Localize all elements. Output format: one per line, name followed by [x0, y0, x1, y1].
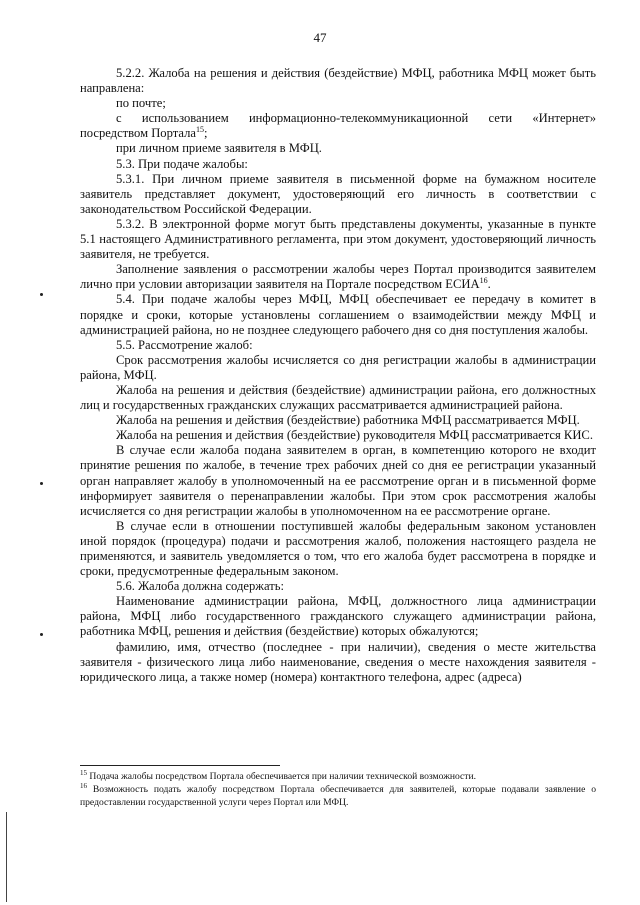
page-number: 47 — [313, 30, 327, 45]
footnote-number: 16 — [80, 782, 87, 790]
list-item-in-person: при личном приеме заявителя в МФЦ. — [116, 141, 322, 156]
paragraph-term: Срок рассмотрения жалобы исчисляется со дня регистрации жалобы в администрации района, МФЦ. — [80, 352, 596, 382]
paragraph-mfc-head: Жалоба на решения и действия (бездействие) руководителя МФЦ рассматривается КИС. — [116, 428, 593, 443]
document-body — [80, 66, 596, 685]
paragraph-5-2-2: 5.2.2. Жалоба на решения и действия (бездействие) МФЦ, работника МФЦ может быть направлена: — [80, 66, 596, 96]
list-item-internet: с использованием информационно-телекоммуникационной сети «Интернет» посредством Портала$^{15}$; — [80, 111, 596, 141]
paragraph-admin-complaint: Жалоба на решения и действия (бездействие) администрации района, его должностных лиц и государственных гражданских служащих рассматривается администрацией района. — [80, 382, 596, 413]
paragraph-5-4: 5.4. При подаче жалобы через МФЦ, МФЦ обеспечивает ее передачу в комитет в порядке и сроки, которые установлены соглашением о взаимодействии между МФЦ и администрацией района, но не позднее следующего рабочего дня со дня поступления жалобы. — [80, 292, 596, 337]
paragraph-name-requirement: Наименование администрации района, МФЦ, должностного лица администрации района, МФЦ либо государственного гражданского служащего администрации района, работника МФЦ, решения и действия (бездействие) которых обжалуются; — [80, 594, 596, 639]
heading-5-5: 5.5. Рассмотрение жалоб: — [116, 337, 253, 352]
paragraph-portal: Заполнение заявления о рассмотрении жалобы через Портал производится заявителем лично при условии авторизации заявителя на Портале посредством ЕСИА$^{16}$. — [80, 262, 596, 292]
heading-5-3: 5.3. При подаче жалобы: — [116, 156, 248, 171]
scan-dot — [40, 293, 43, 296]
list-item-mail: по почте; — [116, 96, 166, 111]
paragraph-5-3-1: 5.3.1. При личном приеме заявителя в письменной форме на бумажном носителе заявитель представляет документ, удостоверяющий его личность в соответствии с законодательством Российской Федерации. — [80, 171, 596, 216]
scan-dot — [40, 482, 43, 485]
footnote-ref-15[interactable]: 15 — [195, 125, 204, 135]
scan-binding-edge — [6, 812, 7, 902]
heading-5-6: 5.6. Жалоба должна содержать: — [116, 579, 284, 594]
paragraph-mfc-worker: Жалоба на решения и действия (бездействие) работника МФЦ рассматривается МФЦ. — [116, 413, 580, 428]
footnote-number: 15 — [80, 769, 87, 777]
paragraph-5-3-2: 5.3.2. В электронной форме могут быть представлены документы, указанные в пункте 5.1 настоящего Административного регламента, при этом документ, удостоверяющий личность заявителя, не требуется. — [80, 216, 596, 262]
footnotes — [80, 770, 596, 809]
scan-dot — [40, 633, 43, 636]
paragraph-redirect: В случае если жалоба подана заявителем в орган, в компетенцию которого не входит принятие решения по жалобе, в течение трех рабочих дней со дня ее регистрации указанный орган направляет жалобу в уполномоченный на ее рассмотрение орган и в письменной форме информирует заявителя о перенаправлении жалобы. При этом срок рассмотрения жалобы исчисляется со дня регистрации жалобы в уполномоченном на ее рассмотрение органе. — [80, 443, 596, 518]
footnote-15: $^{15}$ Подача жалобы посредством Портала обеспечивается при наличии технической возможности. — [80, 769, 476, 782]
paragraph-personal-info: фамилию, имя, отчество (последнее - при наличии), сведения о месте жительства заявителя - физического лица либо наименование, сведения о месте нахождения заявителя - юридического лица, а также номер (номера) контактного телефона, адрес (адреса) — [80, 639, 596, 684]
footnote-ref-16[interactable]: 16 — [479, 276, 488, 286]
footnote-16: $^{16}$ Возможность подать жалобу посредством Портала обеспечивается для заявителей, которые подавали заявление о предоставлении государственной услуги через Портал или МФЦ. — [80, 782, 597, 808]
paragraph-federal-law: В случае если в отношении поступившей жалобы федеральным законом установлен иной порядок (процедура) подачи и рассмотрения жалоб, положения настоящего раздела не применяются, и заявитель уведомляется о том, что его жалоба будет рассмотрена в порядке и сроки, предусмотренные федеральным законом. — [80, 518, 596, 579]
footnote-divider — [80, 765, 280, 766]
